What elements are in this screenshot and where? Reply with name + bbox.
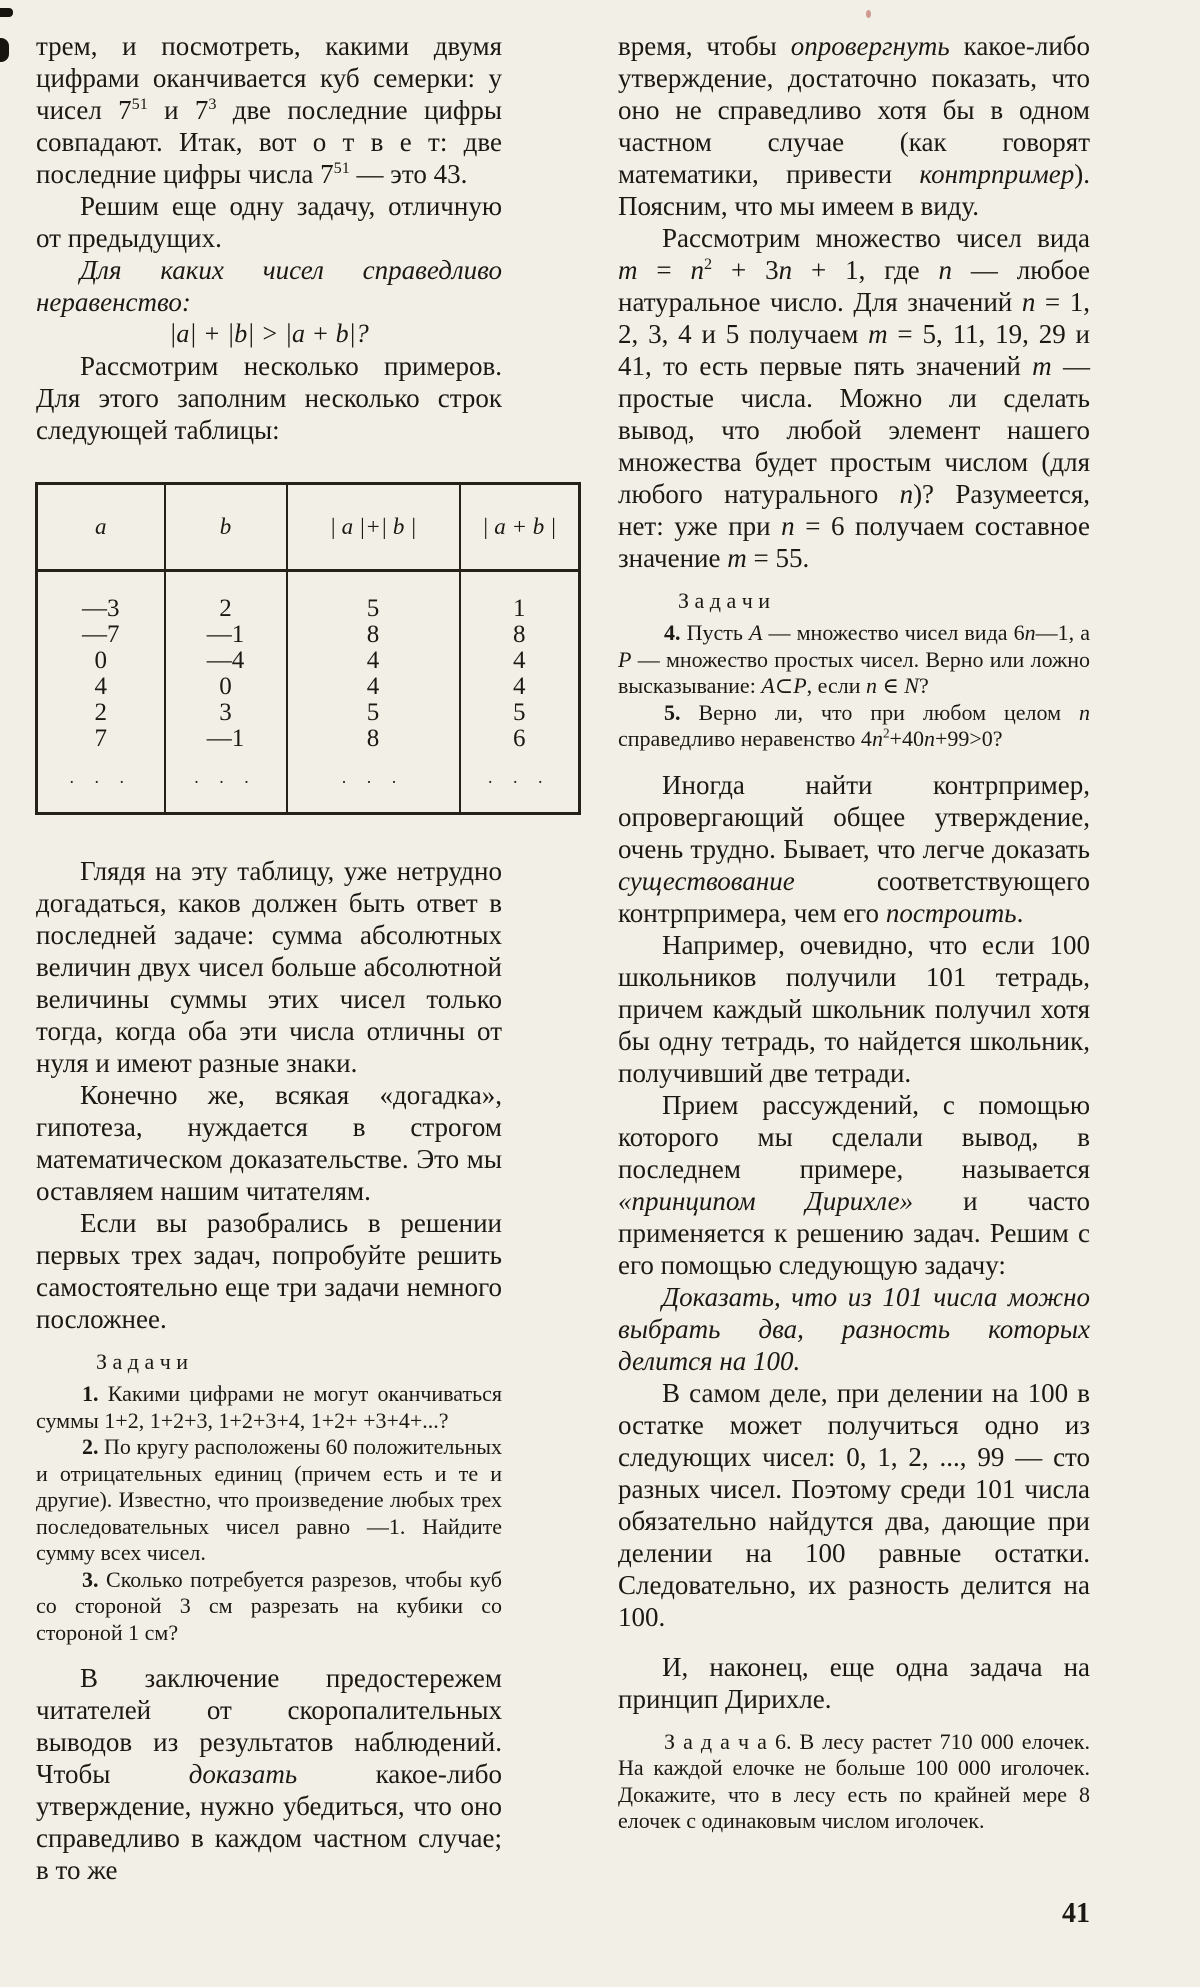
paragraph <box>618 30 1090 222</box>
table-cell: 0 <box>94 647 107 674</box>
italic-text-run: n <box>866 673 877 698</box>
paragraph: Глядя на эту таблицу, уже нетрудно догадаться, каков должен быть ответ в последней задаче: сумма абсолютных величин двух чисел больше абсолютной величины суммы этих чисел только тогда, когда оба эти числа отличны от нуля и имеют разные знаки. <box>36 856 502 1078</box>
text-run: По кругу расположены 60 положительных и отрицательных единиц (причем есть и те и другие). Известно, что произведение любых трех последовательных чисел равно —1. Найдите сумму всех чисел. <box>36 1434 502 1565</box>
table-row <box>37 622 580 648</box>
paragraph: Например, очевидно, что если 100 школьников получили 101 тетрадь, причем каждый школьник получил хотя бы одну тетрадь, то найдется школьник, получивший две тетради. <box>618 929 1090 1088</box>
paragraph: И, наконец, еще одна задача на принцип Дирихле. <box>618 1651 1090 1714</box>
table-row <box>37 726 580 752</box>
text-run: ⊂ <box>774 673 794 698</box>
text-run: Пусть <box>686 620 749 645</box>
text-run: Иногда найти контрпример, опровергающий общее утверждение, очень трудно. Бывает, что легче доказать <box>618 769 1090 864</box>
italic-text-run: опровергнуть <box>790 31 950 61</box>
text-run: , если <box>806 673 866 698</box>
table-cell: 3 <box>165 700 287 726</box>
superscript-text-run: 51 <box>131 95 148 113</box>
table-row <box>37 648 580 674</box>
table-cell: . . . <box>69 767 132 787</box>
table-cell: 4 <box>94 673 107 700</box>
text-run: = 5, 11, 19, 29 и 41, то есть первые пять значений <box>618 319 1090 381</box>
problem-item <box>36 1381 502 1434</box>
italic-text-run: А <box>749 620 763 645</box>
superscript-text-run: 2 <box>704 255 713 273</box>
italic-text-run: n <box>778 255 793 285</box>
italic-text-run: N <box>904 673 919 698</box>
italic-text-run: А <box>761 673 775 698</box>
superscript-text-run: 51 <box>333 159 350 177</box>
italic-text-run: доказать <box>188 1759 298 1789</box>
italic-text-run: m <box>618 255 638 285</box>
text-run: какое-либо утверждение, достаточно показать, что оно не справедливо хотя бы в одном частном случае (как говорят математики, привести <box>618 31 1091 189</box>
italic-text-run: Для каких чисел справедливо неравенство: <box>36 255 502 317</box>
text-run: 4. <box>664 620 687 645</box>
text-run: 3. <box>82 1566 107 1592</box>
paragraph <box>618 1089 1090 1281</box>
italic-text-run: Доказать, что из 101 числа можно выбрать два, разность которых делится на 100. <box>618 1281 1090 1376</box>
paragraph: В самом деле, при делении на 100 в остатке может получиться одно из следующих чисел: 0, 1, 2, ..., 99 — сто разных чисел. Поэтому среди 101 числа обязательно найдутся два, дающие при делении на 100 равные остатки. Следовательно, их разность делится на 100. <box>618 1377 1090 1632</box>
page-number: 41 <box>1062 1898 1090 1929</box>
table-cell: 6 <box>460 726 580 752</box>
italic-text-run: существование <box>618 865 795 896</box>
table-cell: 5 <box>287 571 460 623</box>
text-run: и часто применяется к решению задач. Решим с его помощью следующую задачу: <box>618 1185 1090 1280</box>
italic-text-run: n <box>1079 699 1091 725</box>
table-cell: 8 <box>287 726 460 752</box>
text-run: 1. <box>82 1381 108 1406</box>
table-cell: 8 <box>287 622 460 648</box>
table-header-abs-sum: | a |+| b | <box>287 484 460 571</box>
paragraph: Если вы разобрались в решении первых трех задач, попробуйте решить самостоятельно еще три задачи немного посложнее. <box>36 1208 502 1334</box>
paragraph <box>618 1281 1090 1377</box>
italic-text-run: контрпример <box>919 159 1075 189</box>
text-run: Сколько потребуется разрезов, чтобы куб со стороной 3 см разрезать на кубики со стороной 1 см? <box>36 1566 502 1645</box>
text-run: В заключение предостережем читателей от скоропалительных выводов из результатов наблюдений. Чтобы <box>36 1663 502 1789</box>
paragraph: Рассмотрим несколько примеров. Для этого заполним несколько строк следующей таблицы: <box>36 351 502 445</box>
italic-text-run: построить <box>885 897 1017 928</box>
paragraph <box>36 30 502 190</box>
table-ellipsis-row <box>37 752 580 814</box>
text-run: — множество простых чисел. Верно или ложно высказывание: <box>618 646 1090 698</box>
table-row <box>37 674 580 700</box>
table-cell: 4 <box>460 648 580 674</box>
text-run: — это 43. <box>349 159 468 189</box>
text-run: + 3 <box>712 255 779 285</box>
scan-speck <box>0 8 13 17</box>
text-run: две последние цифры совпадают. Итак, вот о т в е т: две последние цифры числа 7 <box>36 95 502 189</box>
text-run: Рассмотрим множество чисел вида <box>662 223 1090 253</box>
table-cell: 2 <box>94 699 107 726</box>
text-run: 5. <box>664 699 699 725</box>
table-cell: 8 <box>460 622 580 648</box>
table-cell: 1 <box>460 571 580 623</box>
text-run: = 6 получаем составное значение <box>618 511 1090 573</box>
text-run: + 1, где <box>792 255 939 285</box>
table-cell: . . . <box>460 752 580 814</box>
text-run: — простые числа. Можно ли сделать вывод, что любой элемент нашего множества будет простым числом (для любого натурального <box>618 351 1091 509</box>
problems-section-header: З а д а ч и <box>96 1349 189 1374</box>
text-run: +99>0? <box>934 726 1003 751</box>
text-run: = <box>637 255 691 285</box>
problem-item <box>36 1567 502 1647</box>
paragraph: Решим еще одну задачу, отличную от предыдущих. <box>36 191 502 253</box>
table-cell: —7 <box>82 621 120 648</box>
table-cell: 4 <box>287 648 460 674</box>
text-run: ? <box>918 673 929 698</box>
italic-text-run: n <box>1024 620 1036 645</box>
table-cell: 5 <box>460 700 580 726</box>
table-cell: —1 <box>165 726 287 752</box>
scan-speck <box>0 38 9 62</box>
text-run: трем, и посмотреть, какими двумя цифрами оканчивается куб семерки: у чисел 7 <box>36 31 502 125</box>
paragraph <box>36 1662 502 1886</box>
problem-item <box>618 620 1090 700</box>
right-column <box>618 30 1090 1835</box>
table-cell: —4 <box>165 648 287 674</box>
values-table <box>35 482 581 815</box>
text-run: — множество чисел вида 6 <box>762 620 1025 645</box>
table-cell: 7 <box>94 725 107 752</box>
text-run: = 1, 2, 3, 4 и 5 получаем <box>618 287 1090 349</box>
table-cell: 5 <box>287 700 460 726</box>
paragraph <box>36 254 502 318</box>
italic-text-run: n <box>1021 287 1036 317</box>
superscript-text-run: 3 <box>208 95 217 113</box>
problem-item <box>618 700 1090 753</box>
text-run: Какими цифрами не могут оканчиваться суммы 1+2, 1+2+3, 1+2+3+4, 1+2+ +3+4+...? <box>36 1381 502 1433</box>
text-run: ). Поясним, что мы имеем в виду. <box>618 159 1090 221</box>
problem-item: З а д а ч а 6. В лесу растет 710 000 елочек. На каждой елочке не больше 100 000 иголочек. Докажите, что в лесу есть по крайней мере 8 елочек с одинаковым числом иголочек. <box>618 1728 1090 1833</box>
italic-text-run: Р <box>793 673 807 698</box>
text-run: = 55. <box>746 543 810 573</box>
text-run: )? Разумеется, нет: уже при <box>618 479 1090 541</box>
table-header-b: b <box>165 484 287 571</box>
problem-item <box>36 1434 502 1567</box>
text-run: — любое натуральное число. Для значений <box>618 255 1091 317</box>
table-header-sum-abs: | a + b | <box>460 484 580 571</box>
text-run: Верно ли, что при любом целом <box>698 699 1080 725</box>
table-cell: 4 <box>287 674 460 700</box>
table-cell: —1 <box>165 622 287 648</box>
italic-text-run: n <box>899 479 914 509</box>
table-row <box>37 571 580 623</box>
italic-text-run: Р <box>618 646 632 672</box>
paragraph <box>618 222 1090 574</box>
italic-text-run: n <box>690 255 704 285</box>
text-run: ∈ <box>877 673 905 698</box>
table-cell: . . . <box>287 752 460 814</box>
table-cell: —3 <box>82 595 120 622</box>
italic-text-run: m <box>1032 351 1052 381</box>
paragraph: Конечно же, всякая «догадка», гипотеза, нуждается в строгом математическом доказательстве. Это мы оставляем нашим читателям. <box>36 1080 502 1206</box>
italic-text-run: n <box>871 726 883 751</box>
table-cell: . . . <box>165 752 287 814</box>
text-run: +40 <box>889 726 924 751</box>
text-run: и 7 <box>147 95 209 125</box>
text-run: —1, а <box>1035 620 1090 645</box>
superscript-text-run: 2 <box>882 725 890 741</box>
table-cell: 0 <box>165 674 287 700</box>
table-row <box>37 700 580 726</box>
text-run: . <box>1016 897 1024 928</box>
text-run: соответствующего контрпримера, чем его <box>618 865 1090 928</box>
scan-speck <box>866 10 871 18</box>
text-run: какое-либо утверждение, нужно убедиться, что оно справедливо в каждом частном случае; в то же <box>36 1759 502 1885</box>
paragraph <box>618 769 1090 929</box>
text-run: 2. <box>82 1434 105 1459</box>
italic-text-run: «принципом Дирихле» <box>618 1185 914 1216</box>
italic-text-run: m <box>868 319 888 349</box>
text-run: Прием рассуждений, с помощью которого мы сделали вывод, в последнем примере, называется <box>618 1089 1090 1184</box>
problems-section-header: З а д а ч и <box>678 588 771 613</box>
text-run: время, чтобы <box>618 31 791 61</box>
italic-text-run: m <box>727 543 747 573</box>
table-header-a: a <box>37 484 165 571</box>
italic-text-run: n <box>923 726 935 751</box>
table-cell: 2 <box>165 571 287 623</box>
table-header-row <box>37 484 580 571</box>
italic-text-run: n <box>938 255 953 285</box>
table-cell: 4 <box>460 674 580 700</box>
inequality-formula: |a| + |b| > |a + b|? <box>169 319 369 348</box>
left-column <box>36 30 557 1886</box>
italic-text-run: n <box>781 511 795 541</box>
text-run: справедливо неравенство 4 <box>618 726 872 751</box>
